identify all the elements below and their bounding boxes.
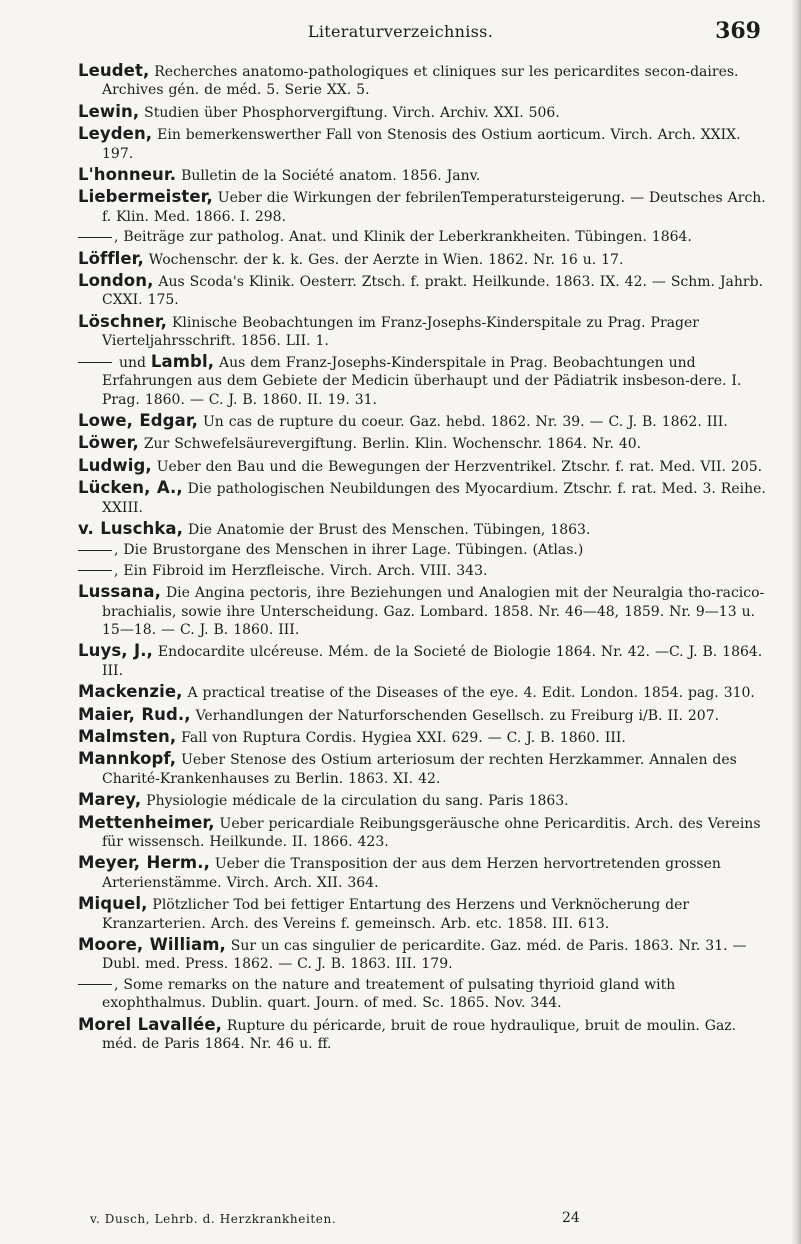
entry-text: Rupture du péricarde, bruit de roue hydraulique, bruit de moulin. Gaz. méd. de Paris 1864. Nr. 46 u. ff.	[102, 1017, 737, 1053]
entry-author: Luys, J.,	[78, 641, 153, 661]
bibliography-entry	[78, 166, 768, 185]
bibliography-entry	[78, 228, 768, 246]
entry-author: London,	[78, 271, 154, 291]
ditto-dash	[78, 550, 112, 551]
entry-text: Fall von Ruptura Cordis. Hygiea XXI. 629. — C. J. B. 1860. III.	[176, 730, 626, 746]
entry-text: Un cas de rupture du coeur. Gaz. hebd. 1862. Nr. 39. — C. J. B. 1862. III.	[198, 413, 728, 430]
bibliography-entry	[78, 854, 768, 892]
entry-text: Ueber die Wirkungen der febrilenTemperatursteigerung. — Deutsches Arch. f. Klin. Med. 1866. I. 298.	[102, 190, 766, 225]
entry-author: Ludwig,	[78, 455, 152, 475]
entry-text: Plötzlicher Tod bei fettiger Entartung des Herzens und Verknöcherung der Kranzarterien. Arch. des Vereins f. gemeinsch. Arb. etc. 1858. III. 613.	[102, 897, 690, 932]
entry-author: Lussana,	[78, 582, 161, 602]
bibliography-entry	[78, 479, 768, 517]
entry-author: Leudet,	[78, 61, 150, 80]
ditto-dash	[78, 570, 112, 571]
page-number: 369	[715, 18, 761, 44]
entry-author: Löffler,	[78, 248, 144, 268]
bibliography-entry	[78, 353, 768, 409]
bibliography-entry	[78, 791, 768, 810]
bibliography-entry	[78, 457, 768, 476]
entry-text: Ueber pericardiale Reibungsgeräusche ohne Pericarditis. Arch. des Vereins für wissensch. Heilkunde. II. 1866. 423.	[102, 815, 761, 851]
bibliography-entry	[78, 541, 768, 559]
entry-text: Studien über Phosphorvergiftung. Virch. Archiv. XXI. 506.	[139, 104, 560, 121]
entry-coauthor: Lambl,	[150, 351, 215, 371]
entry-text: Ueber die Transposition der aus dem Herzen hervortretenden grossen Arterienstämme. Virch. Arch. XII. 364.	[102, 856, 721, 891]
bibliography-entry	[78, 188, 768, 226]
entry-author: Morel Lavallée,	[78, 1014, 222, 1034]
entry-text: , Some remarks on the nature and treatement of pulsating thyrioid gland with exophthalmus. Dublin. quart. Journ. of med. Sc. 1865. Nov. 344.	[102, 976, 676, 1012]
entry-author: Lowe, Edgar,	[78, 410, 199, 430]
bibliography-entry	[78, 583, 768, 639]
bibliography-entry	[78, 103, 768, 122]
entry-author: Maier, Rud.,	[78, 704, 191, 724]
entry-text: Bulletin de la Société anatom. 1856. Janv.	[176, 168, 481, 185]
bibliography-list	[78, 62, 768, 1057]
entry-author: v. Luschka,	[78, 518, 184, 538]
entry-text: Aus Scoda's Klinik. Oesterr. Ztsch. f. prakt. Heilkunde. 1863. IX. 42. — Schm. Jahrb. CXXI. 175.	[102, 274, 764, 309]
bibliography-entry	[78, 895, 768, 933]
bibliography-entry	[78, 642, 768, 680]
bibliography-entry	[78, 272, 768, 310]
entry-text: Ueber Stenose des Ostium arteriosum der rechten Herzkammer. Annalen des Charité-Krankenhauses zu Berlin. 1863. XI. 42.	[102, 752, 737, 787]
entry-author: Löschner,	[78, 311, 168, 331]
entry-author: Malmsten,	[78, 727, 177, 746]
entry-text: Recherches anatomo-pathologiques et cliniques sur les pericardites secon-daires. Archives gén. de méd. 5. Serie XX. 5.	[102, 64, 739, 99]
entry-text: Klinische Beobachtungen im Franz-Josephs-Kinderspitale zu Prag. Prager Vierteljahrsschrift. 1856. LII. 1.	[102, 314, 699, 350]
signature-mark: 24	[562, 1210, 580, 1226]
bibliography-entry	[78, 434, 768, 453]
bibliography-entry	[78, 412, 768, 431]
entry-author: Leyden,	[78, 124, 153, 144]
entry-text: und	[114, 354, 151, 371]
entry-text: , Beiträge zur patholog. Anat. und Klinik der Leberkrankheiten. Tübingen. 1864.	[114, 229, 692, 246]
bibliography-entry	[78, 125, 768, 163]
entry-text: Ueber den Bau und die Bewegungen der Herzventrikel. Ztschr. f. rat. Med. VII. 205.	[151, 458, 763, 475]
entry-author: Marey,	[78, 790, 142, 810]
entry-author: Moore, William,	[78, 935, 226, 955]
entry-author: Liebermeister,	[78, 187, 213, 207]
ditto-dash	[78, 984, 112, 985]
running-header	[0, 18, 801, 46]
entry-text: Die Angina pectoris, ihre Beziehungen und Analogien mit der Neuralgia tho-racico-brachialis, sowie ihre Unterscheidung. Gaz. Lombard. 1858. Nr. 46—48, 1859. Nr. 9—13 u. 15—18. — C. J. B. 1860. III.	[102, 585, 765, 638]
signature-line: v. Dusch, Lehrb. d. Herzkrankheiten.	[90, 1212, 337, 1226]
entry-author: Mackenzie,	[78, 682, 183, 702]
entry-text: Sur un cas singulier de pericardite. Gaz. méd. de Paris. 1863. Nr. 31. — Dubl. med. Press. 1862. — C. J. B. 1863. III. 179.	[102, 938, 747, 973]
bibliography-entry	[78, 250, 768, 269]
bibliography-entry	[78, 936, 768, 974]
bibliography-entry	[78, 750, 768, 788]
bibliography-entry	[78, 706, 768, 725]
entry-author: Lücken, A.,	[78, 478, 183, 498]
entry-author: Löwer,	[78, 433, 139, 453]
entry-author: Miquel,	[78, 894, 148, 914]
entry-text: , Die Brustorgane des Menschen in ihrer Lage. Tübingen. (Atlas.)	[114, 542, 584, 559]
bibliography-entry	[78, 520, 768, 539]
entry-author: L'honneur.	[78, 165, 177, 185]
entry-text: Physiologie médicale de la circulation du sang. Paris 1863.	[141, 793, 569, 810]
running-title: Literaturverzeichniss.	[307, 22, 494, 41]
bibliography-entry	[78, 814, 768, 852]
entry-text: A practical treatise of the Diseases of the eye. 4. Edit. London. 1854. pag. 310.	[182, 685, 755, 702]
entry-text: Zur Schwefelsäurevergiftung. Berlin. Klin. Wochenschr. 1864. Nr. 40.	[138, 436, 642, 453]
entry-text: Endocardite ulcéreuse. Mém. de la Societé de Biologie 1864. Nr. 42. —C. J. B. 1864. III.	[102, 644, 763, 679]
bibliography-entry	[78, 562, 768, 580]
entry-text: Die Anatomie der Brust des Menschen. Tübingen, 1863.	[183, 521, 591, 538]
ditto-dash	[78, 237, 112, 238]
entry-text: , Ein Fibroid im Herzfleische. Virch. Arch. VIII. 343.	[114, 562, 488, 579]
bibliography-entry	[78, 62, 768, 100]
bibliography-entry	[78, 313, 768, 351]
entry-author: Mettenheimer,	[78, 812, 215, 832]
bibliography-entry	[78, 728, 768, 747]
entry-text: Aus dem Franz-Josephs-Kinderspitale in Prag. Beobachtungen und Erfahrungen aus dem Gebiete der Medicin überhaupt und der Pädiatrik insbeson-dere. I. Prag. 1860. — C. J. B. 1860. II. 19. 31.	[102, 354, 742, 408]
entry-author: Mannkopf,	[78, 749, 177, 769]
entry-text: Verhandlungen der Naturforschenden Gesellsch. zu Freiburg i/B. II. 207.	[190, 707, 720, 724]
ditto-dash	[78, 362, 112, 363]
entry-text: Die pathologischen Neubildungen des Myocardium. Ztschr. f. rat. Med. 3. Reihe. XXIII.	[102, 481, 766, 516]
bibliography-entry	[78, 683, 768, 702]
entry-text: Ein bemerkenswerther Fall von Stenosis des Ostium aorticum. Virch. Arch. XXIX. 197.	[102, 127, 741, 162]
page-edge	[792, 0, 801, 1244]
bibliography-entry	[78, 976, 768, 1013]
entry-author: Meyer, Herm.,	[78, 853, 210, 873]
bibliography-entry	[78, 1016, 768, 1054]
entry-text: Wochenschr. der k. k. Ges. der Aerzte in Wien. 1862. Nr. 16 u. 17.	[143, 251, 624, 268]
entry-author: Lewin,	[78, 101, 140, 121]
